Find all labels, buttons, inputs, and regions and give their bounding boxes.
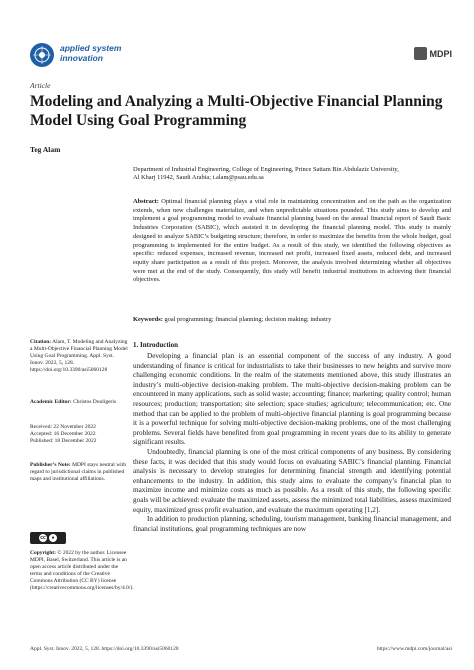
- dates: [30, 424, 128, 445]
- journal-name-line2: innovation: [60, 53, 103, 63]
- publishers-note-text: MDPI stays neutral with regard to jurisdictional claims in published maps and institutional affiliations.: [30, 462, 126, 482]
- academic-editor-label: Academic Editor:: [30, 399, 72, 405]
- copyright-text: © 2022 by the author. Licensee MDPI, Basel, Switzerland. This article is an open access article distributed under the terms and conditions of the Creative Commons Attribution (CC BY) license (https://creativecommons.org/licenses/by/4.0/).: [30, 550, 134, 591]
- affiliation: [133, 166, 453, 182]
- abstract-label: Abstract:: [133, 198, 159, 205]
- journal-logo-icon: [30, 43, 54, 67]
- copyright-label: Copyright:: [30, 550, 56, 556]
- keywords-text: goal programming; financial planning; decision making; industry: [164, 316, 332, 323]
- accepted-date: Accepted: 16 December 2022: [30, 431, 96, 437]
- academic-editor: [30, 399, 128, 406]
- citation-label: Citation:: [30, 339, 52, 345]
- affiliation-line1: Department of Industrial Engineering, College of Engineering, Prince Sattam Bin Abdulaziz University,: [133, 166, 399, 173]
- footer-journal-url[interactable]: https://www.mdpi.com/journal/asi: [376, 646, 452, 652]
- author-name: Teg Alam: [30, 145, 61, 154]
- received-date: Received: 22 November 2022: [30, 424, 96, 430]
- paragraph-1: Developing a financial plan is an essential component of the success of any industry. A good understanding of finance is critical for industrialists to take their businesses to new heights and survive more challenging economic conditions. In the realm of the statements mentioned above, this study illustrates an industry’s multi-objective decision-making problem. The multi-objective decision-making problem can be encountered in many applications, such as solid waste; accounting; finance; marketing; quality control; human resources; production; transportation; site selection; space studies; agriculture; telecommunication; etc. One method that can be applied to the problem of multi-objective financial planning is goal programming because it is a powerful technique for solving multi-objective decision-making problems, one of the most challenging problems. Several fields have benefited from goal programming in recent years due to its ability to generate significant results.: [133, 352, 451, 447]
- publishers-note: [30, 462, 128, 483]
- paragraph-3: In addition to production planning, scheduling, tourism management, banking financial management, and financial institutions, goal programming techniques are now: [133, 515, 451, 533]
- creative-commons-by-icon[interactable]: cc ●: [30, 532, 66, 544]
- body-text: [133, 352, 451, 534]
- published-date: Published: 18 December 2022: [30, 438, 97, 444]
- keywords-label: Keywords:: [133, 316, 163, 323]
- copyright: [30, 550, 134, 592]
- keywords: [133, 316, 451, 325]
- citation-text[interactable]: Alam, T. Modeling and Analyzing a Multi-Objective Financial Planning Model Using Goal Programming. Appl. Syst. Innov. 2022, 5, 128. https://doi.org/10.3390/asi5060128: [30, 339, 128, 373]
- affiliation-line2: Al Kharj 11942, Saudi Arabia; t.alam@psau.edu.sa: [133, 174, 264, 181]
- citation: [30, 339, 128, 374]
- publishers-note-label: Publisher’s Note:: [30, 462, 71, 468]
- abstract-text: Optimal financial planning plays a vital role in maintaining concentration and on the path as the organization extends, when new challenges materialize, and when unpredictable situations pounded. This study aims to develop and implement a goal programming model to evaluate financial planning based on the annual financial report of Saudi Basic Industries Corporation (SABIC), which assisted it in developing the financial planning model. This study is mainly designed to analyze SABIC’s budgeting structure; therefore, in order to maximize the benefits from the whole budget, goal programming is implemented for the entire budget. As a result of this study, we identified the following objectives as specific: reduced expenses, increased revenue, increased net profit, increased fixed assets, reduced debt, and increased equity share participation as a result of this project. Moreover, the analysis involved determining whether all objectives were met at the end of the study. Consequently, this study will benefit industrial institutions in achieving their financial objectives.: [133, 198, 451, 284]
- paragraph-2: Undoubtedly, financial planning is one of the most critical components of any business. By considering these facts, it was decided that this study would focus on evaluating SABIC’s financial planning. Financial analysis is necessary to develop strategies for determining financial strength and identifying potential enhancements to the industry. In addition, this study aims to evaluate the company’s financial plan to maximize income and minimize costs as much as possible. As a result of this study, the following specific goals will be achieved: evaluate the maximized assets, assess the minimized total liabilities, assess maximized equity, maximized gross profit evaluation, and evaluate the maximum operating [1,2].: [133, 447, 451, 514]
- academic-editor-name: Christos Douligeris: [73, 399, 117, 405]
- article-type: Article: [30, 81, 51, 90]
- article-title: Modeling and Analyzing a Multi-Objective Financial Planning Model Using Goal Programming: [30, 93, 443, 129]
- publisher-name: MDPI: [429, 48, 452, 59]
- mdpi-mark-icon: [414, 47, 427, 60]
- abstract: [133, 198, 451, 285]
- publisher-logo: [414, 47, 453, 60]
- footer-citation[interactable]: Appl. Syst. Innov. 2022, 5, 128. https://doi.org/10.3390/asi5060128: [30, 646, 179, 652]
- section-heading-introduction: 1. Introduction: [133, 341, 178, 349]
- journal-name-line1: applied system: [60, 43, 122, 53]
- journal-name: [60, 43, 121, 63]
